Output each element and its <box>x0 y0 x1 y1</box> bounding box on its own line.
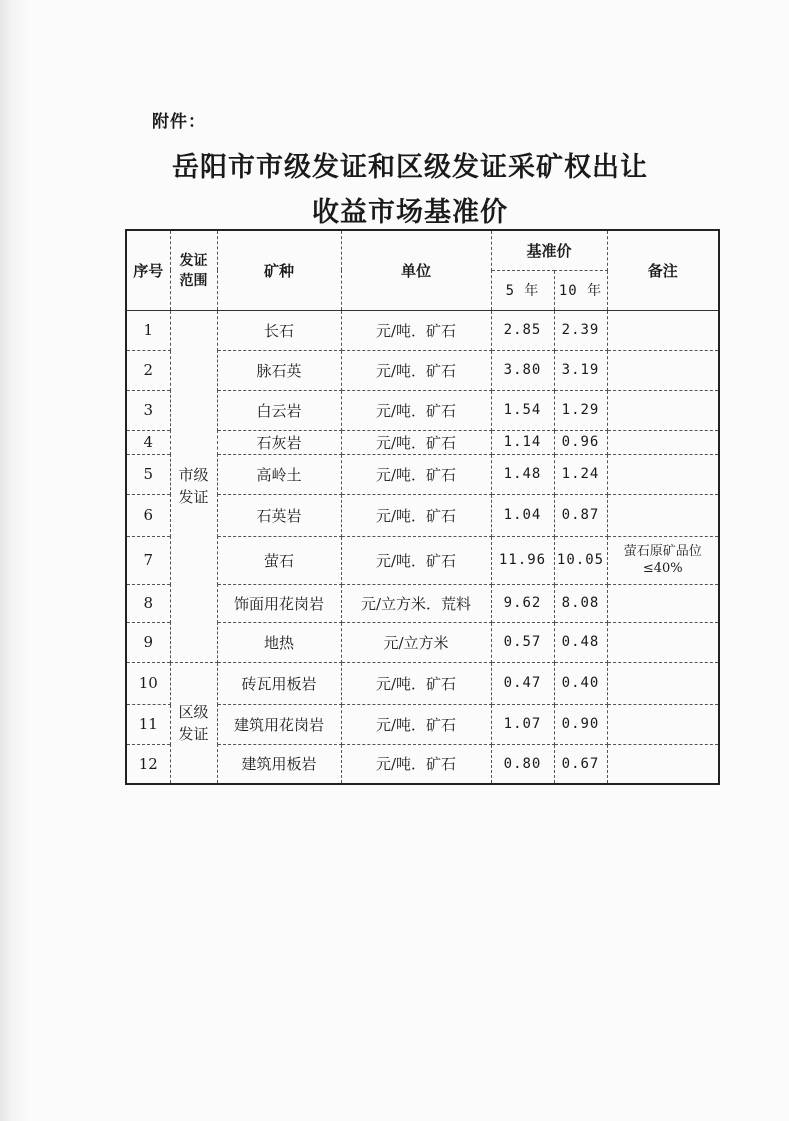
row-unit: 元/吨．矿石 <box>341 430 491 454</box>
row-price-10y: 0.48 <box>554 622 607 662</box>
row-unit: 元/立方米．荒料 <box>341 584 491 622</box>
row-remark <box>607 454 719 494</box>
header-remark: 备注 <box>607 230 719 310</box>
header-scope-line2: 范围 <box>179 273 208 290</box>
row-seq: 6 <box>126 494 170 536</box>
row-unit: 元/吨．矿石 <box>341 704 491 744</box>
row-remark <box>607 622 719 662</box>
header-ten-year: 10 年 <box>554 270 607 310</box>
row-seq: 12 <box>126 744 170 784</box>
scope-district-cell <box>170 662 217 784</box>
header-unit: 单位 <box>341 230 491 310</box>
row-remark <box>607 662 719 704</box>
row-unit: 元/吨．矿石 <box>341 744 491 784</box>
row-unit: 元/吨．矿石 <box>341 390 491 430</box>
row-seq: 4 <box>126 430 170 454</box>
scope-district-line2: 发证 <box>178 724 209 743</box>
row-mineral: 砖瓦用板岩 <box>217 662 341 704</box>
row-seq: 11 <box>126 704 170 744</box>
document-title-line1: 岳阳市市级发证和区级发证采矿权出让 <box>172 152 648 183</box>
row-seq: 2 <box>126 350 170 390</box>
header-mineral: 矿种 <box>217 230 341 310</box>
row-unit: 元/吨．矿石 <box>341 454 491 494</box>
row-mineral: 高岭土 <box>217 454 341 494</box>
row-seq: 3 <box>126 390 170 430</box>
row-unit: 元/吨．矿石 <box>341 536 491 584</box>
row-remark <box>607 310 719 350</box>
row-price-10y: 0.96 <box>554 430 607 454</box>
row-mineral: 饰面用花岗岩 <box>217 584 341 622</box>
header-scope <box>170 230 217 310</box>
row-mineral: 白云岩 <box>217 390 341 430</box>
scan-edge-shadow <box>0 0 30 1121</box>
row-price-10y: 0.40 <box>554 662 607 704</box>
header-five-year: 5 年 <box>491 270 554 310</box>
row-price-5y: 1.14 <box>491 430 554 454</box>
row-unit: 元/吨．矿石 <box>341 494 491 536</box>
row-price-5y: 0.47 <box>491 662 554 704</box>
table-row <box>126 310 719 350</box>
row-seq: 10 <box>126 662 170 704</box>
row-price-5y: 1.04 <box>491 494 554 536</box>
row-price-5y: 1.54 <box>491 390 554 430</box>
row-price-10y: 1.24 <box>554 454 607 494</box>
scope-city-cell <box>170 310 217 662</box>
row-seq: 5 <box>126 454 170 494</box>
row-seq: 1 <box>126 310 170 350</box>
row-remark-fluorite-grade: 萤石原矿品位≤40% <box>607 536 719 584</box>
row-mineral: 萤石 <box>217 536 341 584</box>
row-price-5y: 9.62 <box>491 584 554 622</box>
scope-city-line1: 市级 <box>178 466 209 484</box>
row-price-10y: 3.19 <box>554 350 607 390</box>
row-unit: 元/立方米 <box>341 622 491 662</box>
row-mineral: 石灰岩 <box>217 430 341 454</box>
row-seq: 7 <box>126 536 170 584</box>
header-seq: 序号 <box>126 230 170 310</box>
row-seq: 8 <box>126 584 170 622</box>
row-price-5y: 3.80 <box>491 350 554 390</box>
row-price-10y: 0.87 <box>554 494 607 536</box>
row-price-10y: 10.05 <box>554 536 607 584</box>
document-title-line2: 收益市场基准价 <box>312 197 508 228</box>
row-mineral: 长石 <box>217 310 341 350</box>
row-price-5y: 11.96 <box>491 536 554 584</box>
row-remark <box>607 584 719 622</box>
row-unit: 元/吨．矿石 <box>341 310 491 350</box>
row-mineral: 脉石英 <box>217 350 341 390</box>
scope-district-line1: 区级 <box>178 702 209 721</box>
attachment-label: 附件： <box>152 112 206 132</box>
row-price-5y: 1.48 <box>491 454 554 494</box>
header-row-1 <box>126 230 719 270</box>
row-unit: 元/吨．矿石 <box>341 662 491 704</box>
scope-city-line2: 发证 <box>178 488 209 506</box>
row-mineral: 石英岩 <box>217 494 341 536</box>
row-mineral: 地热 <box>217 622 341 662</box>
row-price-10y: 2.39 <box>554 310 607 350</box>
price-table <box>125 229 720 785</box>
row-remark <box>607 494 719 536</box>
table-row <box>126 662 719 704</box>
row-price-5y: 2.85 <box>491 310 554 350</box>
row-mineral: 建筑用花岗岩 <box>217 704 341 744</box>
row-price-5y: 1.07 <box>491 704 554 744</box>
row-remark <box>607 350 719 390</box>
row-mineral: 建筑用板岩 <box>217 744 341 784</box>
header-scope-line1: 发证 <box>179 253 208 270</box>
row-price-10y: 8.08 <box>554 584 607 622</box>
row-remark <box>607 390 719 430</box>
row-price-10y: 1.29 <box>554 390 607 430</box>
row-unit: 元/吨．矿石 <box>341 350 491 390</box>
row-remark <box>607 430 719 454</box>
row-price-10y: 0.67 <box>554 744 607 784</box>
row-seq: 9 <box>126 622 170 662</box>
row-remark <box>607 704 719 744</box>
header-base-price: 基准价 <box>491 230 607 270</box>
row-price-10y: 0.90 <box>554 704 607 744</box>
row-price-5y: 0.80 <box>491 744 554 784</box>
row-remark <box>607 744 719 784</box>
row-price-5y: 0.57 <box>491 622 554 662</box>
